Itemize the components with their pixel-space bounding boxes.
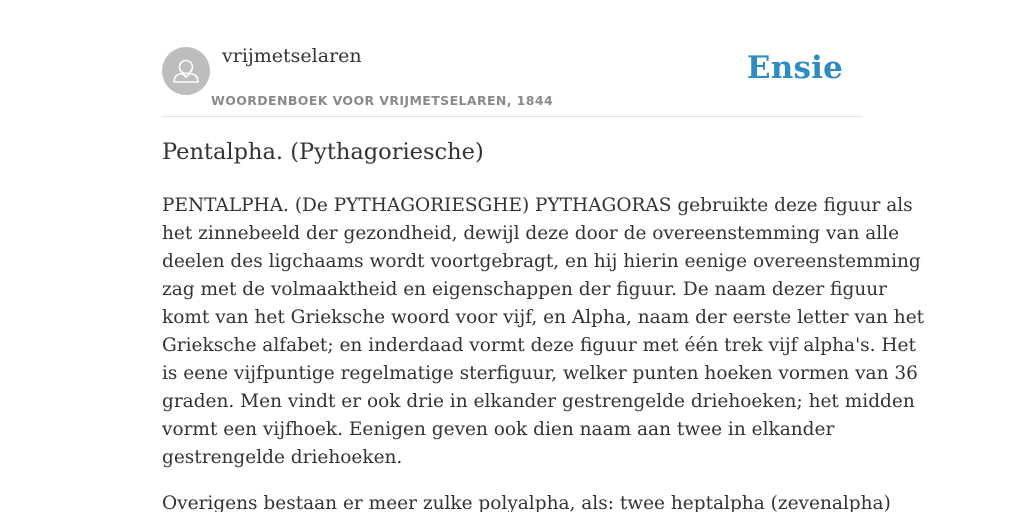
text-line: deelen des ligchaams wordt voortgebragt, en hij hierin eenige overeenstemming <box>162 251 921 272</box>
paragraph-1 <box>162 192 925 472</box>
text-line: Grieksche alfabet; en inderdaad vormt deze figuur met één trek vijf alpha's. Het <box>162 335 916 356</box>
text-line: komt van het Grieksche woord voor vijf, en Alpha, naam der eerste letter van het <box>162 307 925 328</box>
author-avatar[interactable] <box>162 47 210 95</box>
text-line: is eene vijfpuntige regelmatige sterfiguur, welker punten hoeken vormen van 36 <box>162 363 918 384</box>
author-link[interactable]: vrijmetselaren <box>222 45 362 67</box>
paragraph-2 <box>162 490 891 512</box>
article-body <box>162 192 925 512</box>
article-header <box>162 0 862 117</box>
user-silhouette-icon <box>162 47 210 95</box>
brand-logo[interactable]: Ensie <box>746 50 843 86</box>
text-line: Overigens bestaan er meer zulke polyalpha, als: twee heptalpha (zevenalpha) <box>162 493 891 512</box>
text-line: PENTALPHA. (De PYTHAGORIESGHE) PYTHAGORAS gebruikte deze figuur als <box>162 195 913 216</box>
text-line: graden. Men vindt er ook drie in elkander gestrengelde driehoeken; het midden <box>162 391 915 412</box>
text-line: zag met de volmaaktheid en eigenschappen der figuur. De naam dezer figuur <box>162 279 887 300</box>
text-line: vormt een vijfhoek. Eenigen geven ook dien naam aan twee in elkander <box>162 419 835 440</box>
text-line: gestrengelde driehoeken. <box>162 447 403 468</box>
text-line: het zinnebeeld der gezondheid, dewijl deze door de overeenstemming van alle <box>162 223 900 244</box>
article-title: Pentalpha. (Pythagoriesche) <box>162 139 484 165</box>
source-link[interactable]: WOORDENBOEK VOOR VRIJMETSELAREN, 1844 <box>211 93 554 108</box>
